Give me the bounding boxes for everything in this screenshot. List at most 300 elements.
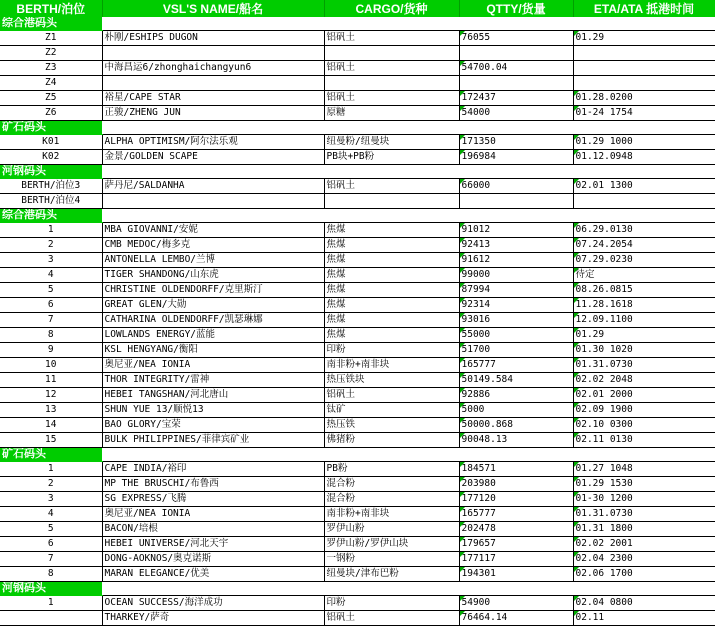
cell-eta: 02.11 0130 (573, 433, 715, 448)
cell-marker-icon (460, 150, 465, 155)
section-blank-cell (573, 165, 715, 179)
cell-vsl: DONG-AOKNOS/奥克诺斯 (102, 552, 324, 567)
cell-qtty: 184571 (459, 462, 573, 477)
cell-marker-icon (460, 238, 465, 243)
section-blank-cell (459, 17, 573, 31)
cell-marker-icon (460, 611, 465, 616)
cell-vsl: ALPHA OPTIMISM/阿尔法乐观 (102, 135, 324, 150)
cell-cargo: 南非粉+南非块 (324, 507, 459, 522)
cell-marker-icon (460, 328, 465, 333)
section-blank-cell (459, 448, 573, 462)
cell-qtty: 179657 (459, 537, 573, 552)
cell-cargo: 罗伊山粉 (324, 522, 459, 537)
cell-eta (573, 194, 715, 209)
table-row (0, 313, 715, 328)
cell-eta: 02.02 2001 (573, 537, 715, 552)
cell-qtty: 51700 (459, 343, 573, 358)
cell-marker-icon (460, 388, 465, 393)
cell-marker-icon (460, 313, 465, 318)
section-blank-cell (324, 17, 459, 31)
cell-cargo: 纽曼粉/纽曼块 (324, 135, 459, 150)
header-berth: BERTH/泊位 (0, 0, 102, 17)
cell-marker-icon (460, 492, 465, 497)
cell-cargo: 铝矾土 (324, 31, 459, 46)
cell-marker-icon (574, 31, 579, 36)
cell-vsl: TIGER SHANDONG/山东虎 (102, 268, 324, 283)
cell-eta (573, 46, 715, 61)
section-label: 综合港码头 (0, 17, 102, 31)
table-row (0, 492, 715, 507)
cell-vsl: CMB MEDOC/梅多克 (102, 238, 324, 253)
table-row (0, 522, 715, 537)
cell-qtty: 54000 (459, 106, 573, 121)
cell-marker-icon (460, 433, 465, 438)
cell-cargo: 原糖 (324, 106, 459, 121)
section-blank-cell (573, 209, 715, 223)
section-blank-cell (573, 121, 715, 135)
cell-berth: 6 (0, 298, 102, 313)
cell-eta: 01.31.0730 (573, 507, 715, 522)
cell-eta: 02.06 1700 (573, 567, 715, 582)
section-blank-cell (573, 448, 715, 462)
cell-marker-icon (574, 135, 579, 140)
cell-eta: 01.30 1020 (573, 343, 715, 358)
cell-berth: Z4 (0, 76, 102, 91)
cell-berth: 1 (0, 462, 102, 477)
header-vsl-name: VSL'S NAME/船名 (102, 0, 324, 17)
cell-qtty: 55000 (459, 328, 573, 343)
cell-berth: 4 (0, 507, 102, 522)
cell-marker-icon (460, 298, 465, 303)
cell-qtty (459, 194, 573, 209)
header-row (0, 0, 715, 17)
cell-vsl: 金景/GOLDEN SCAPE (102, 150, 324, 165)
cell-berth: 10 (0, 358, 102, 373)
cell-marker-icon (574, 298, 579, 303)
cell-berth: K01 (0, 135, 102, 150)
table-row (0, 46, 715, 61)
cell-eta: 07.29.0230 (573, 253, 715, 268)
cell-marker-icon (460, 61, 465, 66)
cell-qtty: 91012 (459, 223, 573, 238)
cell-qtty: 91612 (459, 253, 573, 268)
cell-vsl: HEBEI TANGSHAN/河北唐山 (102, 388, 324, 403)
cell-marker-icon (574, 253, 579, 258)
cell-marker-icon (574, 268, 579, 273)
cell-berth: 3 (0, 253, 102, 268)
table-row (0, 91, 715, 106)
cell-qtty: 90048.13 (459, 433, 573, 448)
table-row (0, 106, 715, 121)
cell-marker-icon (574, 537, 579, 542)
cell-eta: 08.26.0815 (573, 283, 715, 298)
cell-qtty: 202478 (459, 522, 573, 537)
cell-cargo: PB块+PB粉 (324, 150, 459, 165)
cell-marker-icon (574, 552, 579, 557)
cell-vsl: THOR INTEGRITY/雷神 (102, 373, 324, 388)
cell-qtty: 203980 (459, 477, 573, 492)
cell-berth: 8 (0, 328, 102, 343)
cell-berth: 13 (0, 403, 102, 418)
cell-eta: 01.29 (573, 31, 715, 46)
cell-berth: BERTH/泊位4 (0, 194, 102, 209)
cell-qtty: 177117 (459, 552, 573, 567)
table-row (0, 433, 715, 448)
cell-marker-icon (574, 373, 579, 378)
cell-eta (573, 76, 715, 91)
cell-cargo: 铝矾土 (324, 61, 459, 76)
cell-qtty: 87994 (459, 283, 573, 298)
section-header-row (0, 17, 715, 31)
cell-vsl: BULK PHILIPPINES/菲律宾矿业 (102, 433, 324, 448)
cell-berth: 11 (0, 373, 102, 388)
cell-marker-icon (460, 91, 465, 96)
cell-qtty: 177120 (459, 492, 573, 507)
cell-marker-icon (574, 283, 579, 288)
cell-qtty (459, 76, 573, 91)
cell-marker-icon (574, 507, 579, 512)
cell-eta: 02.01 2000 (573, 388, 715, 403)
table-row (0, 552, 715, 567)
section-blank-cell (102, 209, 324, 223)
cell-marker-icon (574, 313, 579, 318)
cell-berth: Z1 (0, 31, 102, 46)
cell-cargo: 焦煤 (324, 223, 459, 238)
cell-cargo: 罗伊山粉/罗伊山块 (324, 537, 459, 552)
cell-qtty: 165777 (459, 358, 573, 373)
cell-eta: 01.28.0200 (573, 91, 715, 106)
cell-qtty: 92413 (459, 238, 573, 253)
cell-berth: Z6 (0, 106, 102, 121)
cell-marker-icon (574, 388, 579, 393)
cell-berth: 2 (0, 238, 102, 253)
cell-berth (0, 611, 102, 626)
cell-vsl: SHUN YUE 13/顺悦13 (102, 403, 324, 418)
cell-vsl: BACON/培根 (102, 522, 324, 537)
cell-eta: 01.29 1530 (573, 477, 715, 492)
table-row (0, 403, 715, 418)
cell-eta: 02.04 0800 (573, 596, 715, 611)
cell-marker-icon (574, 223, 579, 228)
table-row (0, 373, 715, 388)
cell-eta: 01.12.0948 (573, 150, 715, 165)
table-row (0, 194, 715, 209)
cell-marker-icon (460, 477, 465, 482)
cell-marker-icon (574, 358, 579, 363)
cell-vsl: CATHARINA OLDENDORFF/凯瑟琳娜 (102, 313, 324, 328)
cell-eta: 01-24 1754 (573, 106, 715, 121)
cell-eta: 02.09 1900 (573, 403, 715, 418)
cell-marker-icon (460, 179, 465, 184)
cell-qtty (459, 46, 573, 61)
table-row (0, 223, 715, 238)
cell-marker-icon (460, 283, 465, 288)
cell-eta: 02.11 (573, 611, 715, 626)
cell-berth: 8 (0, 567, 102, 582)
cell-marker-icon (460, 373, 465, 378)
cell-cargo: 铝矾土 (324, 611, 459, 626)
cell-berth: 1 (0, 596, 102, 611)
cell-qtty: 196984 (459, 150, 573, 165)
cell-marker-icon (460, 31, 465, 36)
cell-berth: Z2 (0, 46, 102, 61)
cell-marker-icon (460, 343, 465, 348)
cell-cargo: 印粉 (324, 596, 459, 611)
table-row (0, 268, 715, 283)
table-row (0, 418, 715, 433)
table-row (0, 611, 715, 626)
table-row (0, 596, 715, 611)
cell-marker-icon (460, 462, 465, 467)
cell-marker-icon (574, 567, 579, 572)
header-eta: ETA/ATA 抵港时间 (573, 0, 715, 17)
cell-cargo: 热压铁块 (324, 373, 459, 388)
cell-berth: 7 (0, 313, 102, 328)
section-blank-cell (459, 582, 573, 596)
section-blank-cell (573, 582, 715, 596)
cell-qtty: 54900 (459, 596, 573, 611)
cell-berth: 7 (0, 552, 102, 567)
header-cargo: CARGO/货种 (324, 0, 459, 17)
cell-berth: 14 (0, 418, 102, 433)
cell-berth: 6 (0, 537, 102, 552)
cell-cargo: 混合粉 (324, 492, 459, 507)
cell-vsl: MP THE BRUSCHI/布鲁西 (102, 477, 324, 492)
cell-vsl: THARKEY/萨奇 (102, 611, 324, 626)
table-row (0, 283, 715, 298)
cell-qtty: 76464.14 (459, 611, 573, 626)
section-blank-cell (573, 17, 715, 31)
cell-qtty: 54700.04 (459, 61, 573, 76)
cell-eta: 01.31 1800 (573, 522, 715, 537)
cell-cargo: 印粉 (324, 343, 459, 358)
cell-cargo: 钛矿 (324, 403, 459, 418)
cell-vsl: CHRISTINE OLDENDORFF/克里斯汀 (102, 283, 324, 298)
cell-marker-icon (574, 611, 579, 616)
section-header-row (0, 209, 715, 223)
table-row (0, 76, 715, 91)
cell-marker-icon (574, 106, 579, 111)
cell-marker-icon (460, 358, 465, 363)
cell-marker-icon (574, 522, 579, 527)
cell-marker-icon (460, 552, 465, 557)
table-row (0, 358, 715, 373)
cell-vsl: SG EXPRESS/飞腾 (102, 492, 324, 507)
cell-eta: 02.04 2300 (573, 552, 715, 567)
cell-eta: 01.29 (573, 328, 715, 343)
cell-qtty: 194301 (459, 567, 573, 582)
table-row (0, 238, 715, 253)
cell-marker-icon (574, 492, 579, 497)
section-header-row (0, 582, 715, 596)
cell-marker-icon (460, 403, 465, 408)
cell-marker-icon (574, 238, 579, 243)
cell-cargo (324, 46, 459, 61)
cell-cargo: 一钢粉 (324, 552, 459, 567)
cell-berth: Z3 (0, 61, 102, 76)
cell-vsl: 裕星/CAPE STAR (102, 91, 324, 106)
cell-vsl: GREAT GLEN/大勋 (102, 298, 324, 313)
cell-vsl: 朴刚/ESHIPS DUGON (102, 31, 324, 46)
cell-cargo: 焦煤 (324, 298, 459, 313)
cell-vsl: MARAN ELEGANCE/优美 (102, 567, 324, 582)
cell-cargo: 焦煤 (324, 253, 459, 268)
table-row (0, 135, 715, 150)
cell-qtty: 50149.584 (459, 373, 573, 388)
cell-vsl: 正骏/ZHENG JUN (102, 106, 324, 121)
cell-cargo: 铝矾土 (324, 388, 459, 403)
cell-berth: 3 (0, 492, 102, 507)
header-qtty: QTTY/货量 (459, 0, 573, 17)
cell-berth: 9 (0, 343, 102, 358)
section-blank-cell (459, 121, 573, 135)
cell-eta: 02.01 1300 (573, 179, 715, 194)
cell-berth: 4 (0, 268, 102, 283)
cell-qtty: 99000 (459, 268, 573, 283)
cell-cargo: 南非粉+南非块 (324, 358, 459, 373)
section-blank-cell (324, 582, 459, 596)
table-body (0, 17, 715, 626)
cell-qtty: 66000 (459, 179, 573, 194)
table-row (0, 150, 715, 165)
cell-vsl: HEBEI UNIVERSE/河北天宇 (102, 537, 324, 552)
section-blank-cell (459, 209, 573, 223)
section-label: 河钢码头 (0, 165, 102, 179)
cell-berth: 5 (0, 522, 102, 537)
cell-eta: 11.28.1618 (573, 298, 715, 313)
cell-berth: 12 (0, 388, 102, 403)
table-row (0, 462, 715, 477)
section-label: 河钢码头 (0, 582, 102, 596)
cell-berth: 1 (0, 223, 102, 238)
cell-qtty: 171350 (459, 135, 573, 150)
cell-qtty: 76055 (459, 31, 573, 46)
cell-vsl (102, 76, 324, 91)
cell-marker-icon (460, 268, 465, 273)
cell-eta: 待定 (573, 268, 715, 283)
table-row (0, 298, 715, 313)
cell-marker-icon (460, 507, 465, 512)
table-row (0, 567, 715, 582)
cell-cargo: 铝矾土 (324, 91, 459, 106)
cell-marker-icon (460, 253, 465, 258)
table-row (0, 61, 715, 76)
cell-qtty: 92886 (459, 388, 573, 403)
cell-qtty: 165777 (459, 507, 573, 522)
cell-qtty: 172437 (459, 91, 573, 106)
cell-marker-icon (460, 596, 465, 601)
cell-qtty: 50000.868 (459, 418, 573, 433)
cell-marker-icon (574, 343, 579, 348)
cell-marker-icon (574, 433, 579, 438)
cell-eta (573, 61, 715, 76)
cell-eta: 01-30 1200 (573, 492, 715, 507)
cell-cargo: 纽曼块/津布巴粉 (324, 567, 459, 582)
section-blank-cell (324, 209, 459, 223)
cell-vsl: OCEAN SUCCESS/海洋成功 (102, 596, 324, 611)
cell-berth: 15 (0, 433, 102, 448)
section-blank-cell (102, 582, 324, 596)
cell-qtty: 93016 (459, 313, 573, 328)
cell-cargo: 焦煤 (324, 283, 459, 298)
section-header-row (0, 121, 715, 135)
cell-cargo: 焦煤 (324, 268, 459, 283)
cell-marker-icon (574, 91, 579, 96)
cell-cargo: PB粉 (324, 462, 459, 477)
cell-eta: 02.02 2048 (573, 373, 715, 388)
section-header-row (0, 448, 715, 462)
cell-berth: Z5 (0, 91, 102, 106)
cell-eta: 01.29 1000 (573, 135, 715, 150)
cell-cargo: 焦煤 (324, 313, 459, 328)
cell-vsl: MBA GIOVANNI/安妮 (102, 223, 324, 238)
section-blank-cell (102, 165, 324, 179)
cell-eta: 12.09.1100 (573, 313, 715, 328)
section-blank-cell (102, 17, 324, 31)
section-blank-cell (324, 121, 459, 135)
cell-eta: 01.31.0730 (573, 358, 715, 373)
section-label: 矿石码头 (0, 448, 102, 462)
cell-vsl: KSL HENGYANG/衡阳 (102, 343, 324, 358)
cell-vsl: 萨丹尼/SALDANHA (102, 179, 324, 194)
cell-marker-icon (460, 567, 465, 572)
cell-marker-icon (460, 223, 465, 228)
table-row (0, 537, 715, 552)
cell-qtty: 92314 (459, 298, 573, 313)
cell-vsl: 奥尼亚/NEA IONIA (102, 358, 324, 373)
cell-cargo (324, 76, 459, 91)
section-blank-cell (102, 448, 324, 462)
cell-vsl: BAO GLORY/宝荣 (102, 418, 324, 433)
cell-berth: BERTH/泊位3 (0, 179, 102, 194)
cell-cargo: 混合粉 (324, 477, 459, 492)
table-row (0, 179, 715, 194)
cell-marker-icon (460, 522, 465, 527)
cell-cargo: 焦煤 (324, 328, 459, 343)
section-header-row (0, 165, 715, 179)
cell-cargo: 铝矾土 (324, 179, 459, 194)
cell-eta: 07.24.2054 (573, 238, 715, 253)
cell-marker-icon (574, 596, 579, 601)
cell-berth: K02 (0, 150, 102, 165)
table-row (0, 328, 715, 343)
cell-cargo: 佛猪粉 (324, 433, 459, 448)
table-row (0, 253, 715, 268)
cell-vsl: ANTONELLA LEMBO/兰博 (102, 253, 324, 268)
cell-marker-icon (574, 403, 579, 408)
cell-cargo: 焦煤 (324, 238, 459, 253)
cell-marker-icon (460, 418, 465, 423)
section-blank-cell (324, 448, 459, 462)
cell-marker-icon (460, 537, 465, 542)
cell-marker-icon (574, 462, 579, 467)
cell-eta: 01.27 1048 (573, 462, 715, 477)
table-row (0, 388, 715, 403)
table-row (0, 507, 715, 522)
section-blank-cell (324, 165, 459, 179)
section-blank-cell (102, 121, 324, 135)
cell-vsl (102, 194, 324, 209)
cell-eta: 06.29.0130 (573, 223, 715, 238)
cell-marker-icon (574, 477, 579, 482)
cell-vsl: 中海昌运6/zhonghaichangyun6 (102, 61, 324, 76)
cell-vsl (102, 46, 324, 61)
cell-vsl: CAPE INDIA/裕印 (102, 462, 324, 477)
cell-marker-icon (574, 328, 579, 333)
cell-marker-icon (574, 150, 579, 155)
cell-cargo: 热压铁 (324, 418, 459, 433)
table-row (0, 343, 715, 358)
